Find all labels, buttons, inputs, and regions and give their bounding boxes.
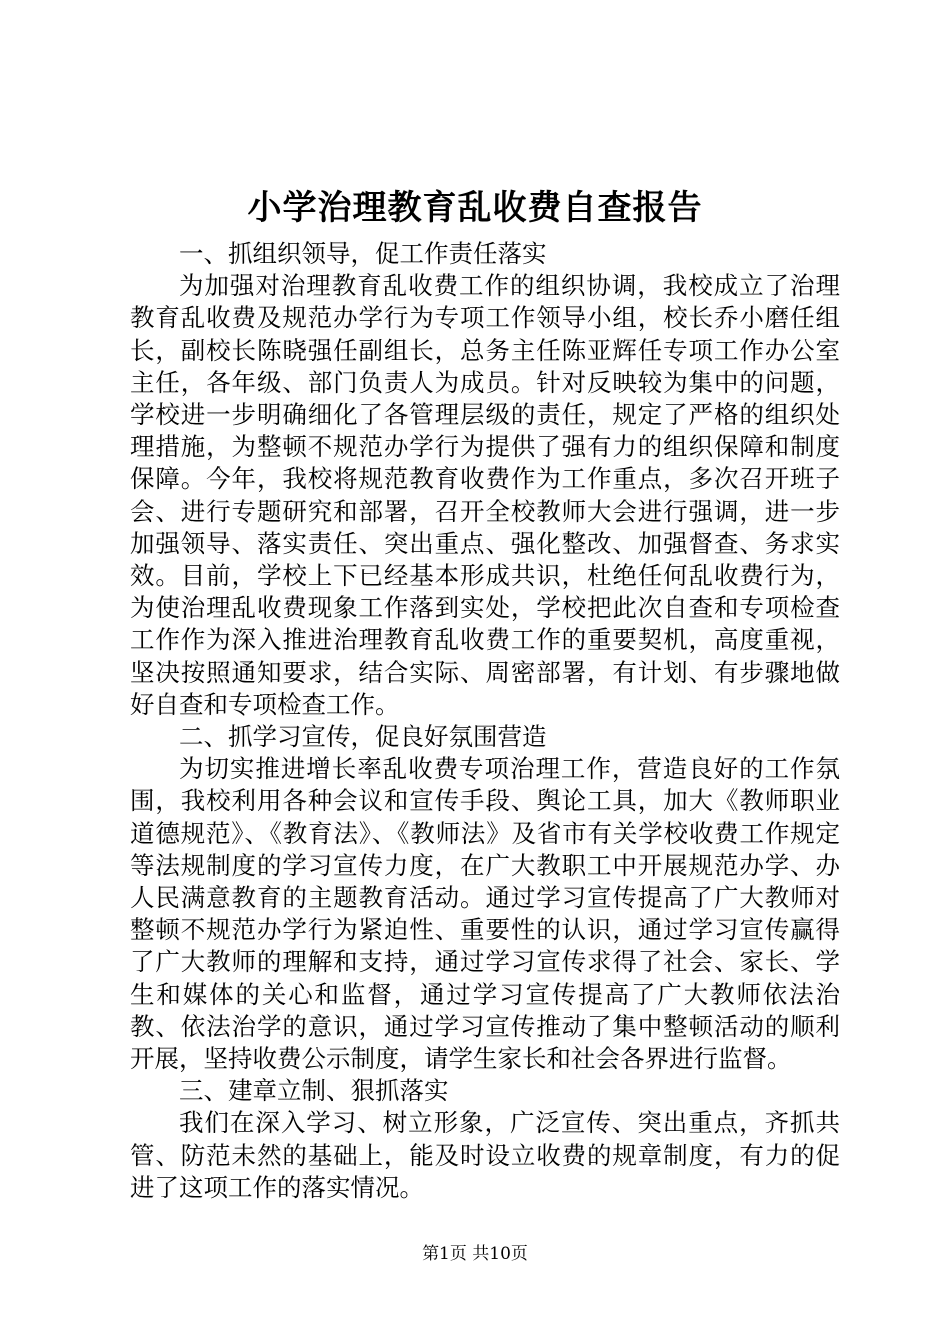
section-3-paragraph: 我们在深入学习、树立形象，广泛宣传、突出重点，齐抓共管、防范未然的基础上，能及时设立收费的规章制度，有力的促进了这项工作的落实情况。 xyxy=(130,1108,840,1202)
section-2-heading: 二、抓学习宣传，促良好氛围营造 xyxy=(179,722,547,752)
document-title: 小学治理教育乱收费自查报告 xyxy=(247,188,703,228)
section-3-heading: 三、建章立制、狠抓落实 xyxy=(179,1076,449,1106)
section-2-paragraph: 为切实推进增长率乱收费专项治理工作，营造良好的工作氛围，我校利用各种会议和宣传手段、舆论工具，加大《教师职业道德规范》、《教育法》、《教师法》及省市有关学校收费工作规定等法规制度的学习宣传力度，在广大教职工中开展规范办学、办人民满意教育的主题教育活动。通过学习宣传提高了广大教师对整顿不规范办学行为紧迫性、重要性的认识，通过学习宣传赢得了广大教师的理解和支持，通过学习宣传求得了社会、家长、学生和媒体的关心和监督，通过学习宣传提高了广大教师依法治教、依法治学的意识，通过学习宣传推动了集中整顿活动的顺利开展，坚持收费公示制度，请学生家长和社会各界进行监督。 xyxy=(130,754,840,1074)
page-footer: 第1页 共10页 xyxy=(422,1244,528,1264)
section-1-paragraph: 为加强对治理教育乱收费工作的组织协调，我校成立了治理教育乱收费及规范办学行为专项工作领导小组，校长乔小磨任组长，副校长陈晓强任副组长，总务主任陈亚辉任专项工作办公室主任，各年级、部门负责人为成员。针对反映较为集中的问题，学校进一步明确细化了各管理层级的责任，规定了严格的组织处理措施，为整顿不规范办学行为提供了强有力的组织保障和制度保障。今年，我校将规范教育收费作为工作重点，多次召开班子会、进行专题研究和部署，召开全校教师大会进行强调，进一步加强领导、落实责任、突出重点、强化整改、加强督查、务求实效。目前，学校上下已经基本形成共识，杜绝任何乱收费行为，为使治理乱收费现象工作落到实处，学校把此次自查和专项检查工作作为深入推进治理教育乱收费工作的重要契机，高度重视，坚决按照通知要求，结合实际、周密部署，有计划、有步骤地做好自查和专项检查工作。 xyxy=(130,271,840,719)
document-body xyxy=(130,238,840,1204)
section-1-heading: 一、抓组织领导，促工作责任落实 xyxy=(179,239,547,268)
